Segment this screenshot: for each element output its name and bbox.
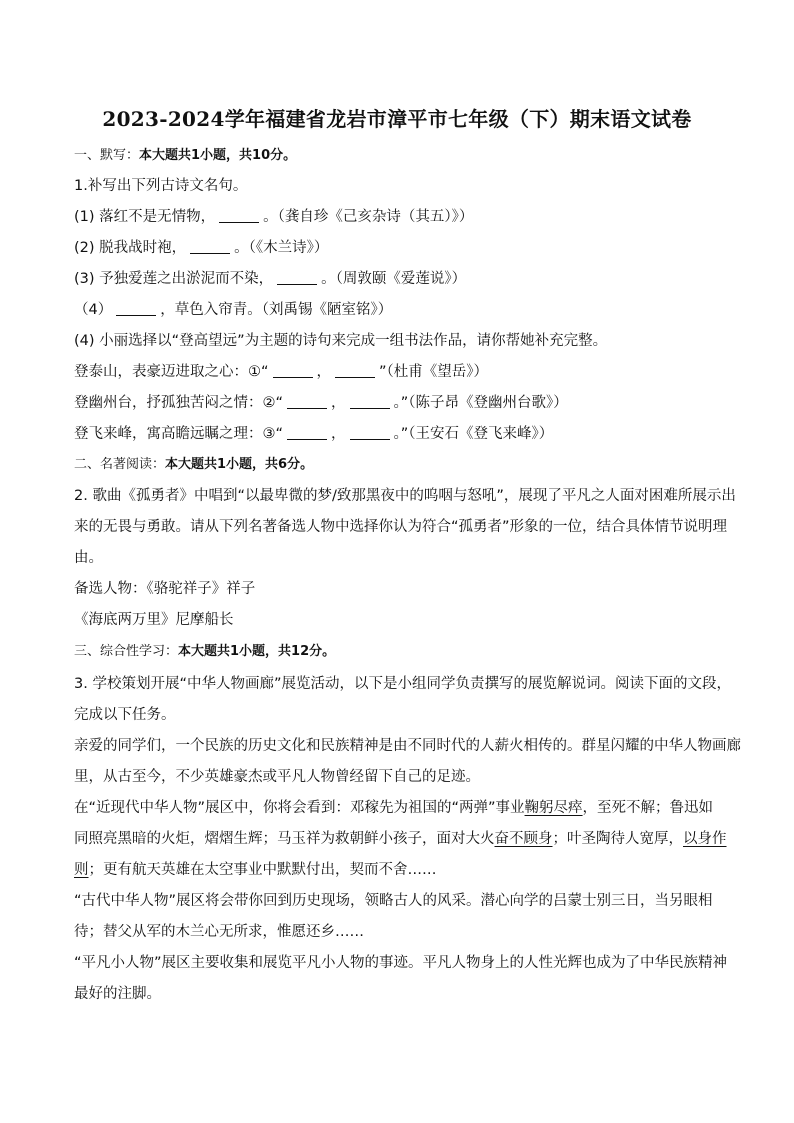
q1-item-3-post: 。（周敦颐《爱莲说》） <box>321 271 467 287</box>
q1-poem-line-2-post: 。”（陈子昂《登幽州台歌》） <box>393 395 568 411</box>
section-2-name: 二、名著阅读： <box>74 457 166 472</box>
section-1-meta: 本大题共1小题，共10分。 <box>139 148 297 163</box>
passage-line-1: 亲爱的同学们，一个民族的历史文化和民族精神是由不同时代的人薪火相传的。群星闪耀的中华人物画廊 <box>74 738 741 754</box>
answer-blank[interactable] <box>287 425 327 440</box>
passage-line-7: 待；替父从军的木兰心无所求，惟愿还乡…… <box>74 924 364 940</box>
q1-poem-line-1 <box>74 362 724 382</box>
passage-line-6: “古代中华人物”展区将会带你回到历史现场，领略古人的风采。潜心向学的吕蒙士别三日，当另眼相 <box>74 893 713 909</box>
q1-item-1-pre: (1) 落红不是无情物， <box>74 209 216 225</box>
passage-line-4 <box>74 829 727 849</box>
underlined-phrase: 鞠躬尽瘁 <box>524 800 583 816</box>
q1-item-1 <box>74 207 724 227</box>
answer-blank[interactable] <box>287 394 327 409</box>
q1-poem-line-1-mid: ， <box>316 364 332 380</box>
q1-poem-line-3-post: 。”（王安石《登飞来峰》） <box>393 426 554 442</box>
q1-poem-line-3-pre: 登飞来峰，寓高瞻远瞩之理：③“ <box>74 426 284 442</box>
candidate-1: 备选人物：《骆驼祥子》祥子 <box>74 581 256 597</box>
q1-item-2-pre: (2) 脱我战时袍， <box>74 240 187 256</box>
passage-line-8: “平凡小人物”展区主要收集和展览平凡小人物的事迹。平凡人物身上的人性光辉也成为了中华民族精神 <box>74 955 728 971</box>
passage-line-4-b: ；叶圣陶待人宽厚， <box>552 831 683 847</box>
q1-poem-line-2 <box>74 393 724 413</box>
answer-blank[interactable] <box>116 301 156 316</box>
section-3-meta: 本大题共1小题，共12分。 <box>178 644 336 659</box>
q1-item-4-pre: （4） <box>74 302 113 318</box>
answer-blank[interactable] <box>219 208 259 223</box>
q1-poem-line-1-pre: 登泰山，表豪迈进取之心：①“ <box>74 364 269 380</box>
question-3-line-2: 完成以下任务。 <box>74 707 176 723</box>
q1-poem-line-2-pre: 登幽州台，抒孤独苦闷之情：②“ <box>74 395 284 411</box>
section-2-meta: 本大题共1小题，共6分。 <box>165 457 314 472</box>
passage-line-5-b: ；更有航天英雄在太空事业中默默付出，契而不舍…… <box>88 862 437 878</box>
answer-blank[interactable] <box>335 363 375 378</box>
q1-item-1-post: 。（龚自珍《己亥杂诗（其五）》） <box>263 209 474 225</box>
q1-item-2-post: 。（《木兰诗》） <box>234 240 329 256</box>
answer-blank[interactable] <box>277 270 317 285</box>
q1-item-4 <box>74 300 724 320</box>
passage-line-5 <box>74 860 724 880</box>
q1-poem-line-3 <box>74 424 724 444</box>
answer-blank[interactable] <box>350 394 390 409</box>
passage-line-3 <box>74 798 724 818</box>
question-1-prompt: 1.补写出下列古诗文名句。 <box>74 178 248 194</box>
underlined-phrase: 奋不顾身 <box>494 831 553 847</box>
section-3-name: 三、综合性学习： <box>74 644 179 659</box>
underlined-phrase: 以身作 <box>683 831 727 847</box>
exam-title: 2023-2024学年福建省龙岩市漳平市七年级（下）期末语文试卷 <box>102 107 692 131</box>
passage-line-3-b: ，至死不解；鲁迅如 <box>582 800 714 816</box>
candidate-2: 《海底两万里》尼摩船长 <box>74 612 234 628</box>
section-1-name: 一、默写： <box>74 148 140 163</box>
q1-item-3-pre: (3) 予独爱莲之出淤泥而不染， <box>74 271 274 287</box>
answer-blank[interactable] <box>190 239 230 254</box>
question-2-line-2: 来的无畏与勇敢。请从下列名著备选人物中选择你认为符合“孤勇者”形象的一位，结合具体情节说明理 <box>74 519 728 535</box>
question-2-line-1: 2. 歌曲《孤勇者》中唱到“以最卑微的梦/致那黑夜中的呜咽与怒吼”，展现了平凡之人面对困难所展示出 <box>74 488 736 504</box>
question-2-line-3: 由。 <box>74 550 103 566</box>
answer-blank[interactable] <box>350 425 390 440</box>
q1-item-2 <box>74 238 724 258</box>
passage-line-4-a: 同照亮黑暗的火炬，熠熠生辉；马玉祥为救朝鲜小孩子，面对大火 <box>74 831 495 847</box>
answer-blank[interactable] <box>273 363 313 378</box>
underlined-phrase: 则 <box>74 862 89 878</box>
q1-item-4-post: ，草色入帘青。（刘禹锡《陋室铭》） <box>160 302 393 318</box>
question-3-line-1: 3. 学校策划开展“中华人物画廊”展览活动，以下是小组同学负责撰写的展览解说词。阅读下面的文段， <box>74 676 731 692</box>
section-2-heading <box>74 455 724 475</box>
q1-poem-line-3-mid: ， <box>331 426 346 442</box>
passage-line-2: 里，从古至今，不少英雄豪杰或平凡人物曾经留下自己的足迹。 <box>74 769 480 785</box>
q1-item-5: (4) 小丽选择以“登高望远”为主题的诗句来完成一组书法作品，请你帮她补充完整。 <box>74 333 608 349</box>
q1-item-3 <box>74 269 724 289</box>
q1-poem-line-1-post: ”（杜甫《望岳》） <box>379 364 489 380</box>
passage-line-9: 最好的注脚。 <box>74 986 161 1002</box>
section-1-heading <box>74 146 724 166</box>
passage-line-3-a: 在“近现代中华人物”展区中，你将会看到：邓稼先为祖国的“两弹”事业 <box>74 800 525 816</box>
q1-poem-line-2-mid: ， <box>331 395 346 411</box>
section-3-heading <box>74 642 724 662</box>
